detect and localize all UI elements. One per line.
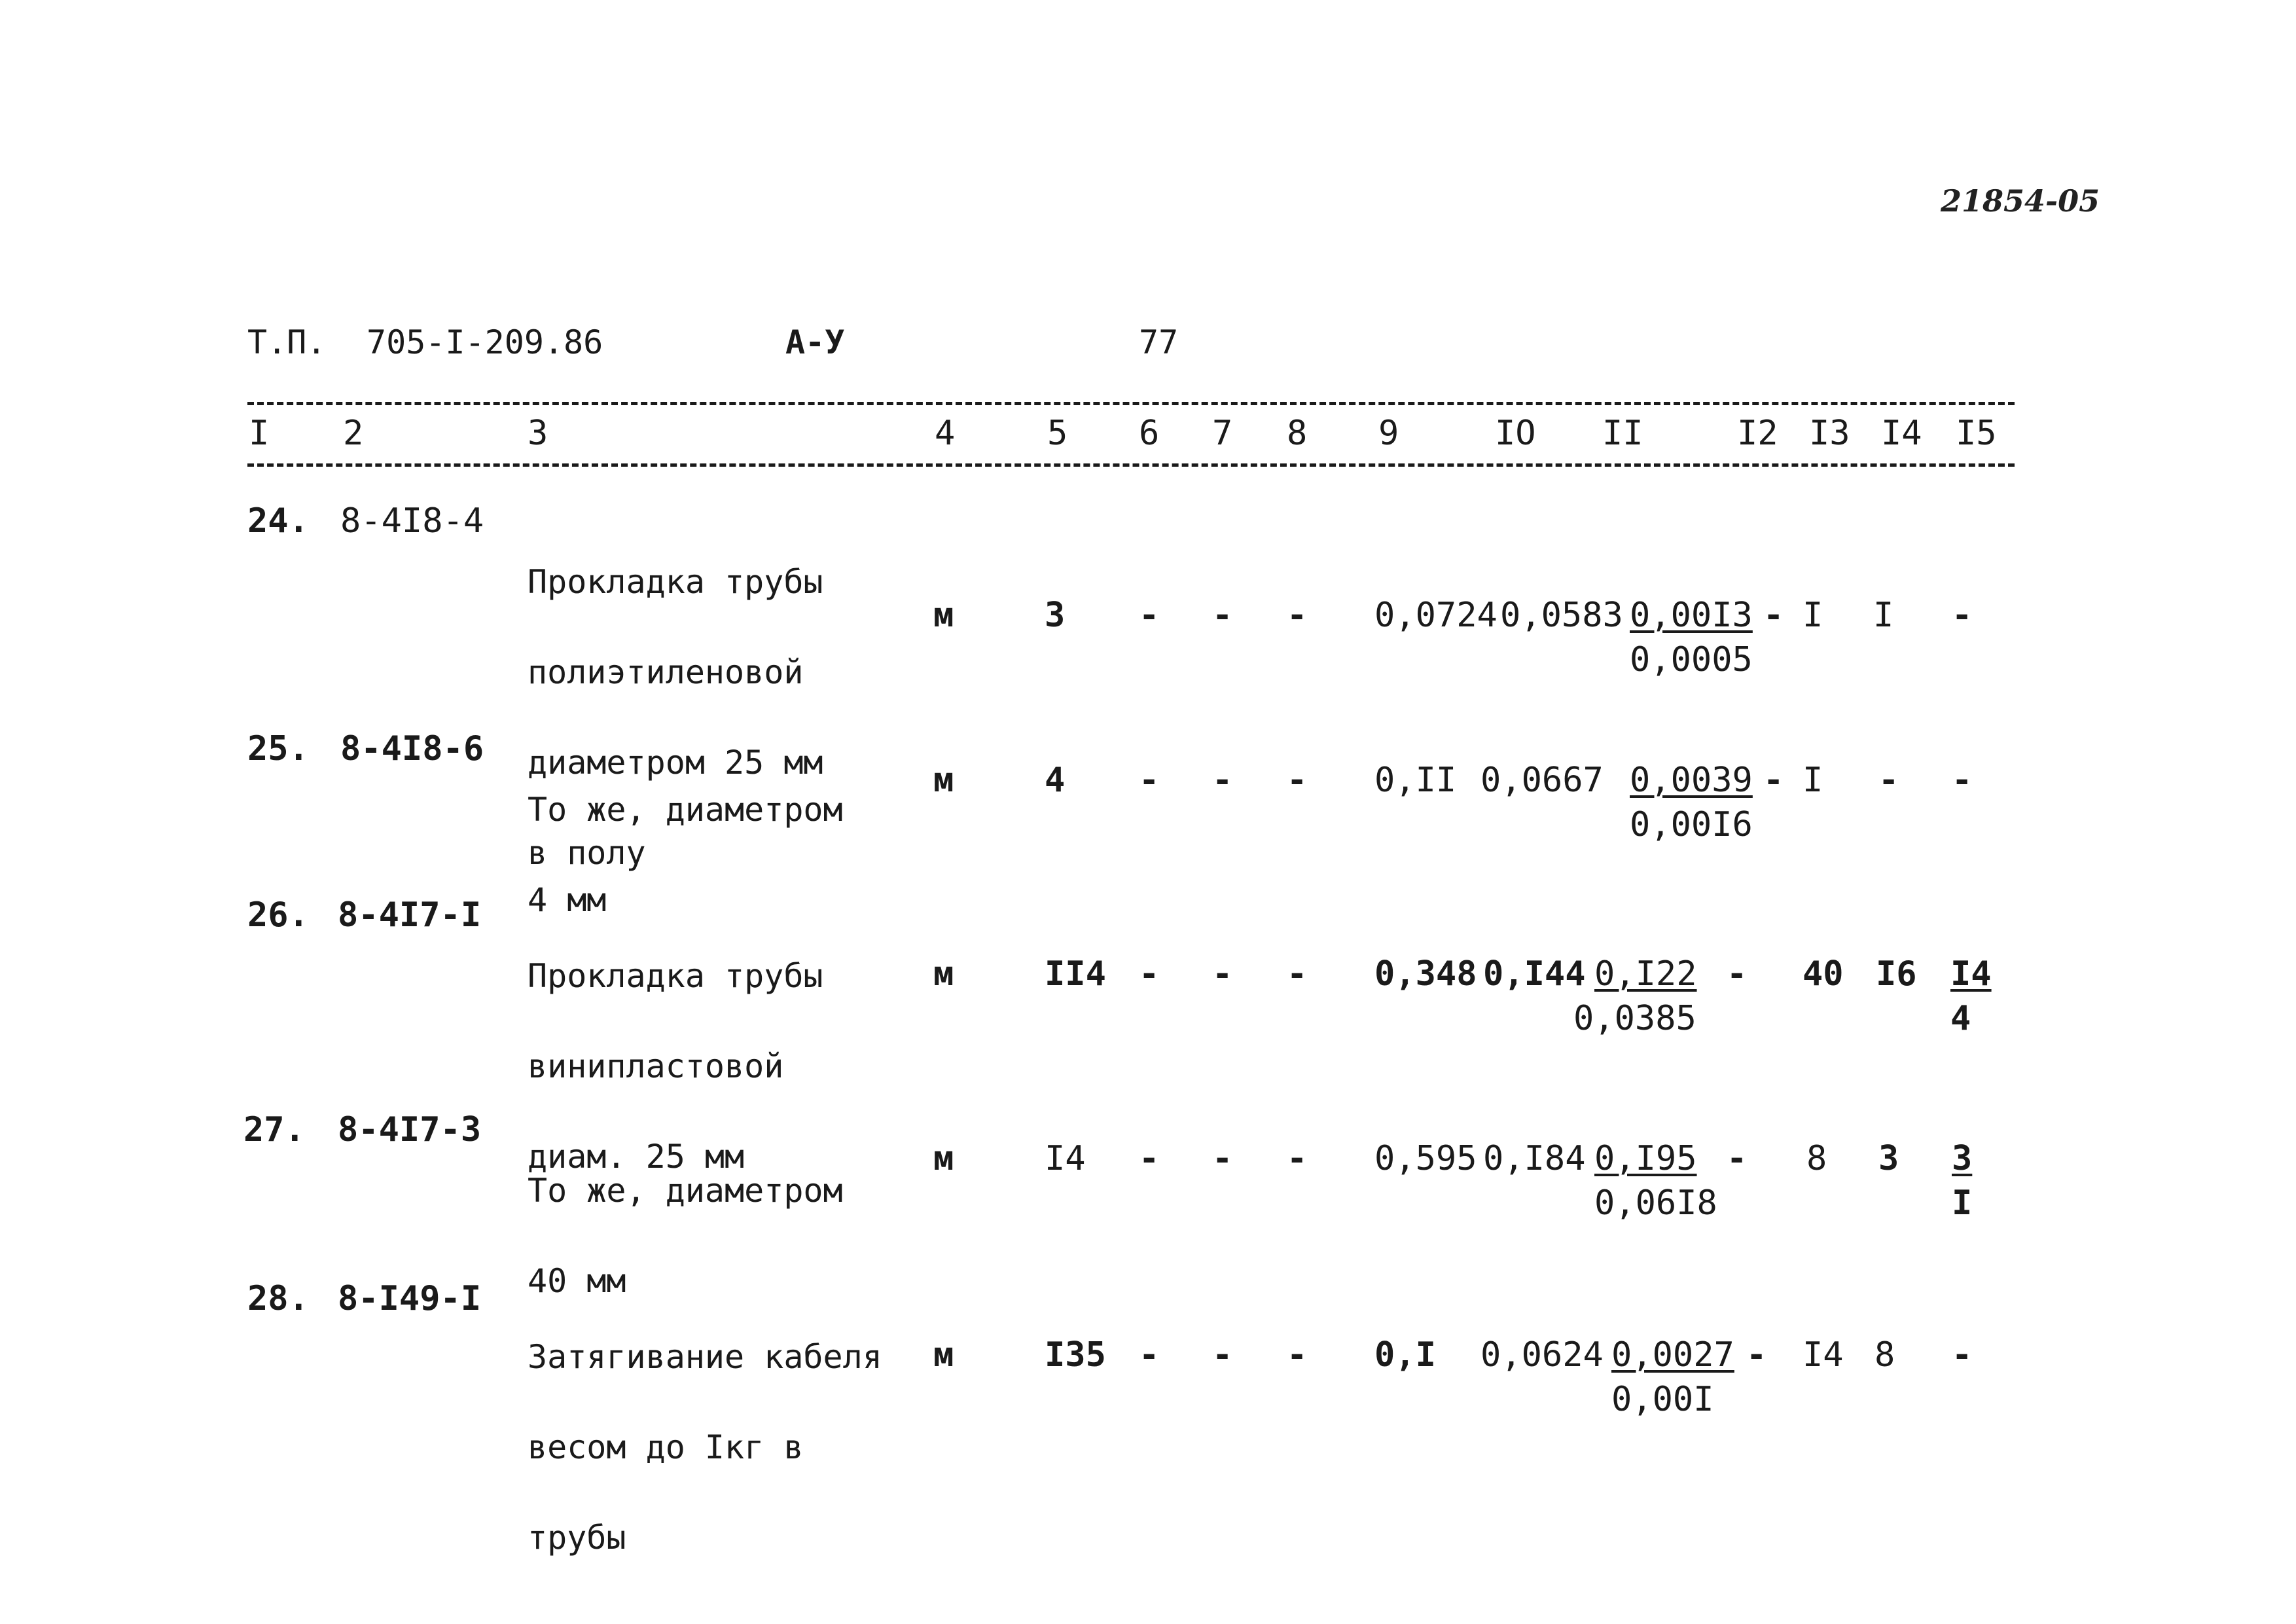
section-code: А-У (785, 323, 845, 361)
row-col6: - (1139, 596, 1160, 635)
row-description: Прокладка трубы полиэтиленовой диаметром 25 мм в полу (528, 563, 823, 872)
row-col6: - (1139, 1139, 1160, 1178)
row-col15-top: - (1952, 1335, 1973, 1375)
row-col11-bottom: 0,06I8 (1594, 1183, 1717, 1223)
row-col10: 0,0624 (1480, 1335, 1604, 1375)
tp-label: Т.П. (247, 323, 327, 361)
row-col14: I (1873, 596, 1894, 635)
row-col7: - (1212, 1335, 1233, 1375)
row-description: Прокладка трубы винипластовой диам. 25 мм (528, 957, 823, 1176)
row-col12: - (1763, 761, 1784, 800)
row-qty: II4 (1045, 954, 1106, 994)
col-header-7: 7 (1212, 414, 1233, 453)
row-col6: - (1139, 954, 1160, 994)
col-header-8: 8 (1287, 414, 1308, 453)
row-unit: м (933, 1139, 954, 1178)
row-unit: м (933, 1335, 954, 1375)
row-col8: - (1287, 1139, 1308, 1178)
col-header-12: I2 (1737, 414, 1778, 453)
row-col13: I4 (1803, 1335, 1844, 1375)
row-code: 8-4I7-3 (338, 1110, 482, 1149)
header-bottom-rule (247, 463, 2015, 467)
row-col14: 3 (1878, 1139, 1899, 1178)
row-col11-bottom: 0,00I6 (1630, 805, 1753, 844)
archive-stamp: 21854-05 (1941, 183, 2100, 219)
project-code: 705-I-209.86 (367, 323, 603, 361)
row-col14: 8 (1874, 1335, 1895, 1375)
row-col11-bottom: 0,0385 (1573, 999, 1696, 1038)
row-qty: I35 (1045, 1335, 1106, 1375)
row-number: 24. (247, 501, 309, 541)
col-header-11: II (1602, 414, 1643, 453)
row-col12: - (1727, 954, 1748, 994)
col-header-9: 9 (1378, 414, 1399, 453)
row-col10: 0,I84 (1483, 1139, 1586, 1178)
row-col9: 0,0724 (1374, 596, 1498, 635)
col-header-15: I5 (1956, 414, 1997, 453)
row-col9: 0,II (1374, 761, 1457, 800)
header-top-rule (247, 402, 2015, 405)
row-col7: - (1212, 954, 1233, 994)
row-col6: - (1139, 761, 1160, 800)
row-qty: I4 (1045, 1139, 1086, 1178)
row-qty: 3 (1045, 596, 1066, 635)
col-header-6: 6 (1139, 414, 1160, 453)
col-header-4: 4 (935, 414, 956, 453)
row-col11-top: 0,00I3 (1630, 596, 1753, 635)
col-header-3: 3 (528, 414, 548, 453)
row-col7: - (1212, 1139, 1233, 1178)
row-col11-bottom: 0,0005 (1630, 640, 1753, 679)
row-col8: - (1287, 1335, 1308, 1375)
row-col7: - (1212, 596, 1233, 635)
row-number: 27. (243, 1110, 305, 1149)
row-col11-top: 0,0039 (1630, 761, 1753, 800)
row-col15-bottom: 4 (1950, 999, 1971, 1038)
row-col8: - (1287, 596, 1308, 635)
row-col7: - (1212, 761, 1233, 800)
row-col11-top: 0,I22 (1594, 954, 1697, 994)
row-col9: 0,595 (1374, 1139, 1477, 1178)
col-header-5: 5 (1047, 414, 1068, 453)
row-code: 8-I49-I (338, 1279, 482, 1318)
row-col13: I (1803, 761, 1823, 800)
row-col12: - (1763, 596, 1784, 635)
row-description: Затягивание кабеля весом до Iкг в трубы (528, 1338, 882, 1557)
row-description: То же, диаметром 4 мм (528, 791, 843, 919)
row-unit: м (933, 761, 954, 800)
row-code: 8-4I7-I (338, 895, 482, 935)
row-col12: - (1727, 1139, 1748, 1178)
row-col13: 40 (1803, 954, 1844, 994)
row-col9: 0,I (1374, 1335, 1436, 1375)
row-col15-top: I4 (1950, 954, 1992, 994)
page-number: 77 (1139, 323, 1179, 361)
row-col6: - (1139, 1335, 1160, 1375)
row-col13: I (1803, 596, 1823, 635)
row-code: 8-4I8-6 (340, 729, 484, 768)
row-col8: - (1287, 761, 1308, 800)
row-number: 28. (247, 1279, 309, 1318)
row-col15-top: - (1952, 761, 1973, 800)
row-qty: 4 (1045, 761, 1066, 800)
col-header-14: I4 (1881, 414, 1922, 453)
row-number: 25. (247, 729, 309, 768)
row-col8: - (1287, 954, 1308, 994)
row-col11-bottom: 0,00I (1611, 1380, 1714, 1419)
row-col12: - (1746, 1335, 1767, 1375)
row-col13: 8 (1806, 1139, 1827, 1178)
row-col15-top: 3 (1952, 1139, 1973, 1178)
row-code: 8-4I8-4 (340, 501, 484, 541)
col-header-2: 2 (343, 414, 364, 453)
row-description: То же, диаметром 40 мм (528, 1172, 843, 1300)
row-unit: м (933, 596, 954, 635)
row-unit: м (933, 954, 954, 994)
row-col10: 0,I44 (1483, 954, 1586, 994)
row-col9: 0,348 (1374, 954, 1477, 994)
row-col11-top: 0,I95 (1594, 1139, 1697, 1178)
col-header-13: I3 (1809, 414, 1850, 453)
col-header-1: I (249, 414, 270, 453)
row-col11-top: 0,0027 (1611, 1335, 1734, 1375)
row-col14: I6 (1876, 954, 1917, 994)
row-col10: 0,0583 (1500, 596, 1623, 635)
col-header-10: IO (1495, 414, 1536, 453)
row-number: 26. (247, 895, 309, 935)
row-col14: - (1878, 761, 1899, 800)
row-col15-bottom: I (1952, 1183, 1973, 1223)
row-col15-top: - (1952, 596, 1973, 635)
row-col10: 0,0667 (1480, 761, 1604, 800)
